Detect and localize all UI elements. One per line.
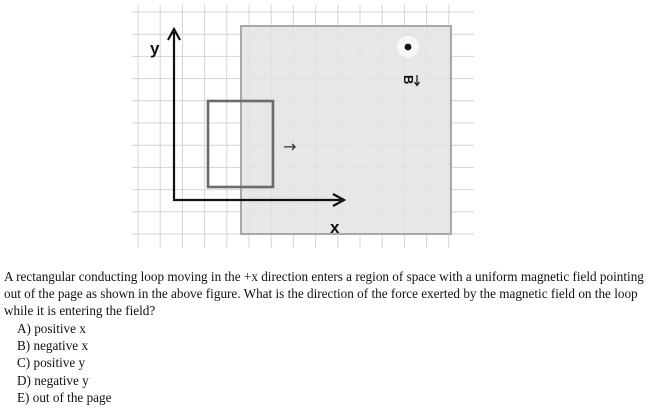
velocity-arrow: → xyxy=(283,137,297,156)
option-c: C) positive y xyxy=(17,355,86,371)
option-d: D) negative y xyxy=(17,372,89,388)
field-label-group xyxy=(401,75,420,86)
field-label: B xyxy=(401,75,416,85)
option-b: B) negative x xyxy=(17,338,89,354)
y-axis-label: y xyxy=(150,39,160,58)
x-axis-label: x xyxy=(330,218,340,237)
option-a: A) positive x xyxy=(17,321,86,336)
question-text: A rectangular conducting loop moving in the +x direction enters a region of space with a uniform magnetic field pointing out of the page as shown in the above figure. What is the direction of the force exerted by the magnetic field on the loop while it is entering the field? xyxy=(4,269,644,319)
answer-options xyxy=(17,320,111,406)
option-e: E) out of the page xyxy=(17,389,112,405)
field-out-of-page-dot-icon xyxy=(405,44,412,51)
